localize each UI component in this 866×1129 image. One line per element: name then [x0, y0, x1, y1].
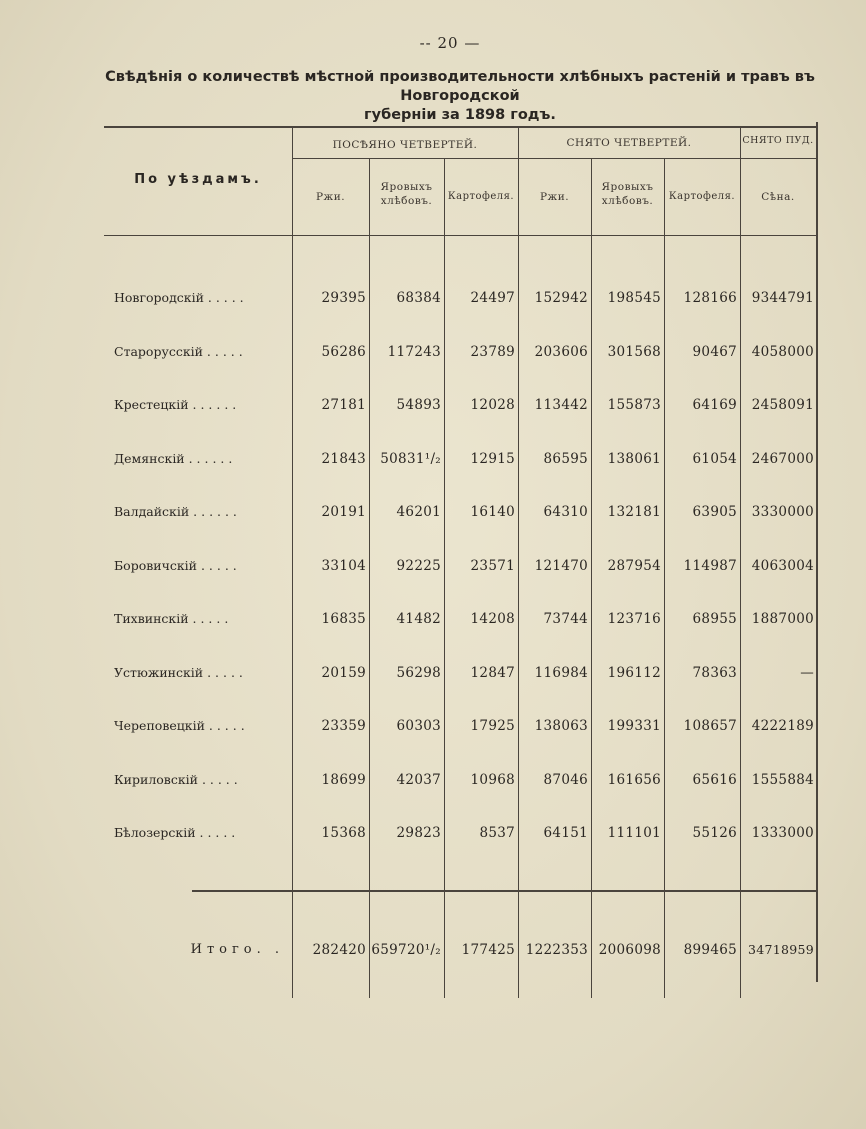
cell-s-rye: 33104 [321, 558, 366, 574]
cell-s-potato: 17925 [470, 718, 515, 734]
district-name: Старорусскій . . . . . [114, 344, 243, 359]
cell-h-rye: 203606 [534, 344, 588, 360]
cell-h-rye: 87046 [543, 772, 588, 788]
cell-s-potato: 24497 [470, 290, 515, 306]
table-row [104, 611, 818, 633]
cell-s-spring: 46201 [396, 504, 441, 520]
cell-h-potato: 55126 [692, 825, 737, 841]
cell-h-spring: 161656 [607, 772, 661, 788]
cell-h-spring: 196112 [607, 665, 661, 681]
col-header-sown-spring: Яровыхъ хлѣбовъ. [380, 181, 433, 207]
cell-h-rye: 121470 [534, 558, 588, 574]
col-header-sown-potato: Картофеля. [447, 191, 515, 202]
cell-hay: 1333000 [751, 825, 814, 841]
page-number: -- 20 — [419, 34, 481, 52]
group-header-sown: ПОСѢЯНО ЧЕТВЕРТЕЙ. [332, 139, 478, 151]
cell-h-potato: 108657 [683, 718, 737, 734]
cell-s-potato: 14208 [470, 611, 515, 627]
cell-h-spring: 138061 [607, 451, 661, 467]
cell-h-potato: 128166 [683, 290, 737, 306]
cell-h-spring: 123716 [607, 611, 661, 627]
cell-s-spring: 41482 [396, 611, 441, 627]
cell-h-rye: 138063 [534, 718, 588, 734]
district-name: Кириловскій . . . . . [114, 772, 238, 787]
cell-h-spring: 155873 [607, 397, 661, 413]
table-row [104, 290, 818, 312]
col-header-harv-rye: Ржи. [539, 191, 570, 203]
col-header-harv-potato: Картофеля. [668, 191, 736, 202]
cell-hay: — [800, 665, 814, 681]
cell-s-potato: 8537 [479, 825, 515, 841]
statistics-table [104, 122, 818, 1002]
cell-s-spring: 54893 [396, 397, 441, 413]
cell-s-spring: 659720¹/₂ [371, 942, 441, 958]
cell-h-rye: 86595 [543, 451, 588, 467]
cell-h-spring: 132181 [607, 504, 661, 520]
table-row [104, 344, 818, 366]
district-name: Череповецкій . . . . . [114, 718, 245, 733]
cell-h-spring: 301568 [607, 344, 661, 360]
cell-h-potato: 78363 [692, 665, 737, 681]
table-row [104, 558, 818, 580]
title-line-2: губерніи за 1898 годъ. [364, 107, 556, 123]
cell-h-rye: 64310 [543, 504, 588, 520]
cell-h-rye: 73744 [543, 611, 588, 627]
cell-h-potato: 65616 [692, 772, 737, 788]
district-name: Новгородскій . . . . . [114, 290, 244, 305]
cell-h-potato: 90467 [692, 344, 737, 360]
cell-h-spring: 199331 [607, 718, 661, 734]
district-name: Тихвинскій . . . . . [114, 611, 229, 626]
district-name: Демянскій . . . . . . [114, 451, 233, 466]
col-header-sown-rye: Ржи. [315, 191, 346, 203]
cell-s-potato: 12915 [470, 451, 515, 467]
cell-s-potato: 177425 [461, 942, 515, 958]
cell-s-potato: 16140 [470, 504, 515, 520]
table-row [104, 718, 818, 740]
total-label: Итого. . [190, 942, 284, 957]
cell-s-potato: 23571 [470, 558, 515, 574]
cell-h-rye: 113442 [534, 397, 588, 413]
cell-s-rye: 29395 [321, 290, 366, 306]
cell-hay: 34718959 [747, 942, 814, 957]
cell-hay: 4063004 [751, 558, 814, 574]
cell-s-potato: 12028 [470, 397, 515, 413]
cell-hay: 2467000 [751, 451, 814, 467]
table-row [104, 825, 818, 847]
title-line-1: Свѣдѣнія о количествѣ мѣстной производительности хлѣбныхъ растеній и травъ въ Новгородской [105, 69, 815, 104]
cell-h-potato: 114987 [683, 558, 737, 574]
document-title [60, 68, 860, 125]
cell-hay: 2458091 [751, 397, 814, 413]
cell-s-rye: 27181 [321, 397, 366, 413]
cell-hay: 4222189 [751, 718, 814, 734]
cell-s-rye: 23359 [321, 718, 366, 734]
cell-s-rye: 20191 [321, 504, 366, 520]
table-row [104, 772, 818, 794]
col-header-hay: Сѣна. [761, 191, 795, 203]
table-row [104, 504, 818, 526]
cell-h-rye: 64151 [543, 825, 588, 841]
cell-h-spring: 2006098 [598, 942, 661, 958]
cell-s-spring: 42037 [396, 772, 441, 788]
cell-s-rye: 56286 [321, 344, 366, 360]
cell-s-rye: 15368 [321, 825, 366, 841]
cell-h-rye: 116984 [534, 665, 588, 681]
table-total-row [104, 942, 818, 964]
cell-s-rye: 16835 [321, 611, 366, 627]
group-header-harvested: СНЯТО ЧЕТВЕРТЕЙ. [566, 137, 692, 149]
cell-h-spring: 287954 [607, 558, 661, 574]
cell-s-spring: 50831¹/₂ [380, 451, 441, 467]
district-name: Крестецкій . . . . . . [114, 397, 237, 412]
cell-h-potato: 61054 [692, 451, 737, 467]
cell-h-potato: 63905 [692, 504, 737, 520]
district-name: Устюжинскій . . . . . [114, 665, 243, 680]
table-row [104, 397, 818, 419]
cell-h-rye: 152942 [534, 290, 588, 306]
cell-s-potato: 12847 [470, 665, 515, 681]
cell-h-spring: 198545 [607, 290, 661, 306]
cell-hay: 1887000 [751, 611, 814, 627]
cell-s-rye: 282420 [312, 942, 366, 958]
stub-header: По уѣздамъ. [134, 172, 262, 187]
district-name: Бѣлозерскій . . . . . [114, 825, 236, 840]
district-name: Валдайскій . . . . . . [114, 504, 237, 519]
cell-h-potato: 64169 [692, 397, 737, 413]
cell-s-spring: 92225 [396, 558, 441, 574]
cell-s-spring: 29823 [396, 825, 441, 841]
total-rule [192, 890, 818, 892]
cell-s-rye: 21843 [321, 451, 366, 467]
cell-hay: 3330000 [751, 504, 814, 520]
cell-s-spring: 117243 [387, 344, 441, 360]
table-right-border [816, 122, 818, 982]
table-top-rule [104, 126, 818, 128]
cell-s-spring: 56298 [396, 665, 441, 681]
cell-hay: 4058000 [751, 344, 814, 360]
group-header-hay: СНЯТО ПУД. [742, 135, 814, 146]
table-row [104, 665, 818, 687]
cell-hay: 1555884 [751, 772, 814, 788]
cell-h-potato: 899465 [683, 942, 737, 958]
col-header-harv-spring: Яровыхъ хлѣбовъ. [601, 181, 654, 207]
cell-s-spring: 68384 [396, 290, 441, 306]
cell-s-potato: 10968 [470, 772, 515, 788]
cell-s-potato: 23789 [470, 344, 515, 360]
cell-h-spring: 111101 [607, 825, 661, 841]
cell-h-potato: 68955 [692, 611, 737, 627]
cell-s-rye: 20159 [321, 665, 366, 681]
header-bottom-rule [104, 235, 818, 236]
district-name: Боровичскій . . . . . [114, 558, 237, 573]
cell-s-spring: 60303 [396, 718, 441, 734]
cell-h-rye: 1222353 [525, 942, 588, 958]
cell-s-rye: 18699 [321, 772, 366, 788]
table-row [104, 451, 818, 473]
cell-hay: 9344791 [751, 290, 814, 306]
